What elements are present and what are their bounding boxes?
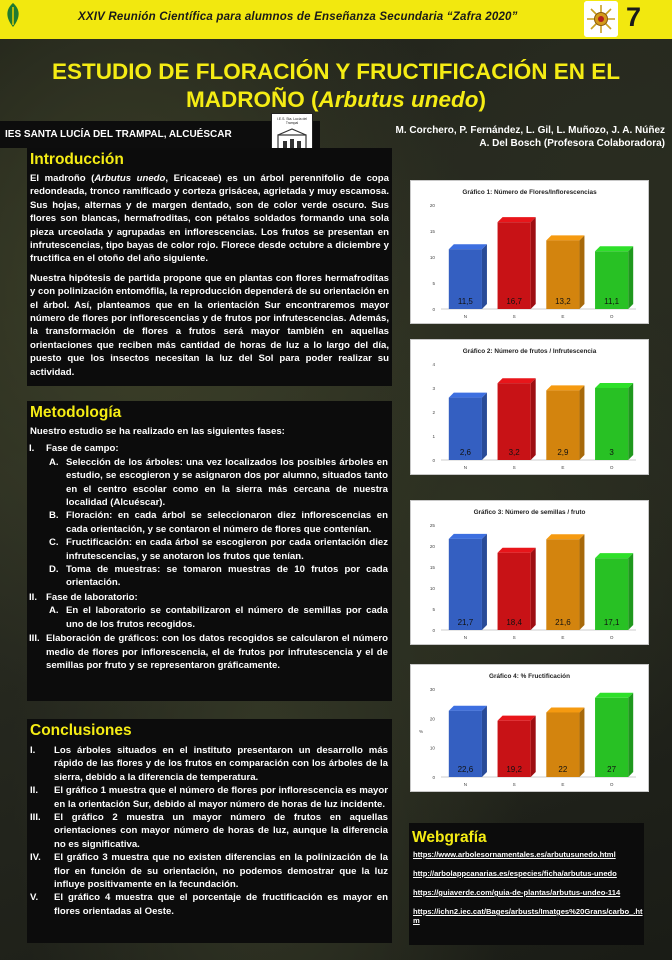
metodologia-intro: Nuestro estudio se ha realizado en las siguientes fases: [30,426,285,437]
bar-top [546,235,584,240]
y-tick-label: 5 [432,607,435,612]
x-tick-label: O [609,314,614,319]
bar-value-label: 22,6 [457,765,474,774]
metodologia-heading: Metodología [30,404,122,421]
phase-step [46,456,388,510]
phase-number: I. [29,443,35,455]
phase-item [27,591,388,631]
bar-value-label: 19,2 [506,765,522,774]
phase-step-letter: A. [49,605,59,617]
chart-2 [410,339,649,475]
y-tick-label: 30 [429,687,435,692]
bar-value-label: 22 [558,765,568,774]
webgrafia-panel [409,823,644,945]
bar-side [579,385,584,460]
phase-number: II. [29,591,37,603]
y-tick-label: 10 [429,745,435,751]
conclusion-text: El gráfico 2 muestra un mayor número de frutos en aquellas orientaciones con mayor número de horas de luz, aunque la diferencia no es significativa. [54,812,388,850]
y-tick-label: 20 [429,716,435,722]
bar-top [595,246,633,251]
bar-top [449,706,487,711]
introduccion-paragraph-1: El madroño (Arbutus unedo, Ericaceae) es un árbol perennifolio de copa redondeada, tronco ramificado y corteza grisácea, agrietada y muy escamosa. Sus hojas, alternas y de margen dentado, son de color verde oscuro. Sus flores son blancas, hermafroditas, con pétalos soldados formando una sola pieza urceolada y agrupadas en inflorescencias. Los frutos se presentan en infrutescencias, tipo bayas de color rojo. Florece desde octubre a diciembre y fructifica en el otoño del año siguiente. [30,173,389,265]
phase-step [46,563,388,590]
school-logo: I.E.S. Sta. Lucía del Trampal [271,113,313,173]
metodologia-panel [27,401,392,701]
phase-step [46,604,388,631]
phase-step-text: Floración: en cada árbol se seleccionaron diez inflorescencias en cada orientación, y se contaron el número de flores que contenían. [66,510,388,535]
authors-line-2: A. Del Bosch (Profesora Colaboradora) [479,138,665,149]
phase-label: Elaboración de gráficos: con los datos recogidos se calcularon el número medio de flores por inflorescencia, el de frutos por infrutescencia y el de semillas por fruto y se representaron gráficamente. [46,633,388,671]
bar-value-label: 3 [609,448,614,457]
bar-side [531,716,536,777]
conclusion-item [27,811,388,851]
phase-body [46,442,388,589]
bar [546,539,579,630]
chart-3 [410,500,649,645]
y-tick-label: 0 [432,775,435,780]
school-name: IES SANTA LUCÍA DEL TRAMPAL, ALCUÉSCAR [5,129,232,140]
y-tick-label: 15 [429,229,435,234]
x-tick-label: N [463,782,468,787]
x-tick-label: O [609,782,614,787]
conclusion-number: IV. [30,852,41,864]
y-tick-label: 20 [429,203,435,208]
x-tick-label: E [561,314,565,319]
bar [449,539,482,630]
bar-value-label: 21,6 [555,618,571,627]
header-banner [0,0,672,39]
conclusion-number: II. [30,785,38,797]
x-tick-label: E [561,635,565,640]
bar-top [498,378,536,383]
introduccion-panel [27,148,392,386]
bar-side [579,235,584,309]
bar-value-label: 13,2 [555,297,571,306]
bar-top [498,217,536,222]
conclusion-number: V. [30,892,39,904]
chart-title: Gráfico 2: Número de frutos / Infrutescencia [462,348,597,355]
sun-logo [584,1,618,37]
webgrafia-link[interactable]: https://guiaverde.com/guia-de-plantas/arbutus-undeo-114 [413,888,621,897]
authors-line-1: M. Corchero, P. Fernández, L. Gil, L. Muñozo, J. A. Núñez [395,125,665,136]
y-tick-label: 0 [432,307,435,312]
bar-top [595,693,633,698]
bar-top [449,244,487,249]
x-tick-label: N [463,314,468,319]
chart-title: Gráfico 1: Número de Flores/Inflorescencias [462,189,597,196]
bar [498,222,531,309]
conclusion-text: El gráfico 3 muestra que no existen diferencias en la polinización de la flor en función de su orientación, no podemos demostrar que la luz influye positivamente en la fecundación. [54,852,388,891]
bar-side [579,534,584,630]
conclusion-number: III. [30,812,41,824]
chart-1 [410,180,649,324]
y-tick-label: 3 [432,386,435,391]
bar-top [546,534,584,539]
chart-4 [410,664,649,792]
x-tick-label: S [512,635,516,640]
y-tick-label: 10 [429,586,435,591]
conclusion-item [27,891,388,918]
webgrafia-link[interactable]: http://arbolappcanarias.es/especies/ficha/arbutus-unedo [413,869,617,878]
introduccion-paragraph-2: Nuestra hipótesis de partida propone que en plantas con flores hermafroditas y con polinización entomófila, la reproducción dependerá de su orientación en el árbol. Así, planteamos que en la orientación Sur encontraremos mayor número de flores por inflorescencias y de frutos por infrutescencias. Además, la transformación de flores a frutos será mayor también en aquellas orientaciones que reciben más cantidad de horas de luz a lo largo del día, puesto que los insectos necesitan la luz del Sol para poder realizar su actividad. [30,272,389,378]
bar-side [482,244,487,309]
bar-side [531,217,536,309]
phase-list [27,442,388,672]
phase-step-letter: D. [49,564,59,576]
webgrafia-link[interactable]: https://www.arbolesornamentales.es/arbutusunedo.html [413,850,616,859]
event-logo-left [2,1,24,29]
bar-value-label: 27 [607,765,617,774]
x-tick-label: S [512,465,516,470]
bar-value-label: 11,1 [604,297,620,306]
bar-value-label: 18,4 [506,618,522,627]
phase-number: III. [29,633,40,645]
phase-step [46,509,388,536]
phase-label: Fase de campo: [46,443,119,455]
phase-item [27,442,388,589]
chart-title: Gráfico 4: % Fructificación [489,673,570,680]
y-tick-label: 0 [432,628,435,633]
bar-top [595,553,633,558]
authors [330,124,665,150]
introduccion-heading: Introducción [30,151,124,168]
phase-step-letter: C. [49,537,59,549]
bar-top [546,707,584,712]
x-tick-label: E [561,782,565,787]
bar-top [498,716,536,721]
x-tick-label: O [609,635,614,640]
bar-side [579,707,584,777]
title-line-2: MADROÑO (Arbutus unedo) [186,87,486,112]
y-tick-label: 4 [432,362,435,367]
bar-top [595,383,633,388]
conclusion-text: El gráfico 4 muestra que el porcentaje de fructificación es mayor en flores orientadas al Oeste. [54,892,388,917]
y-tick-label: 20 [429,544,435,549]
bar-top [498,548,536,553]
x-tick-label: S [512,782,516,787]
bar-side [531,548,536,630]
bar-side [531,378,536,460]
bar-side [628,693,633,777]
conclusion-item [27,851,388,891]
phase-body [46,591,388,631]
bar-value-label: 3,2 [508,448,520,457]
y-tick-label: 0 [432,458,435,463]
y-tick-label: 25 [429,523,435,528]
y-axis-label: % [418,729,424,734]
title-line-1: ESTUDIO DE FLORACIÓN Y FRUCTIFICACIÓN EN EL [52,59,620,84]
x-tick-label: O [609,465,614,470]
phase-item [27,632,388,672]
phase-step-text: Toma de muestras: se tomaron muestras de 10 frutos por cada orientación. [66,564,388,589]
phase-body [46,632,388,672]
x-tick-label: N [463,465,468,470]
webgrafia-links [413,850,644,925]
webgrafia-link[interactable]: https://ichn2.iec.cat/Bages/arbusts/Imatges%20Grans/carbo_.htm [413,907,643,925]
conclusiones-panel [27,719,392,943]
conclusion-number: I. [30,745,36,756]
phase-step-text: Fructificación: en cada árbol se escogieron por cada orientación diez infrutescencias, y se anotaron los frutos que tenían. [66,537,388,562]
banner-title: XXIV Reunión Científica para alumnos de Enseñanza Secundaria “Zafra 2020” [78,11,518,23]
x-tick-label: N [463,635,468,640]
bar-side [628,553,633,630]
bar-top [449,534,487,539]
y-tick-label: 1 [432,434,435,439]
conclusion-item [27,784,388,811]
bar-top [449,393,487,398]
webgrafia-heading: Webgrafía [412,829,487,846]
conclusiones-list [27,744,388,918]
poster-number: 7 [626,2,642,32]
bar-value-label: 11,5 [457,297,473,306]
phase-step-text: Selección de los árboles: una vez localizados los posibles árboles en estudio, se escogieron y se asignaron dos por alumno, situados tanto en el centro escolar como en la sierra más cercana de nuestra localidad (Alcuéscar). [66,456,388,509]
conclusion-text: Los árboles situados en el instituto presentaron un desarrollo más rápido de las flores y de los frutos en comparación con los árboles de la sierra, debido a la diferencia de temperatura. [54,745,388,783]
bar-side [482,534,487,630]
bar-side [482,706,487,777]
bar-top [546,385,584,390]
y-tick-label: 2 [432,410,435,415]
phase-label: Fase de laboratorio: [46,591,138,603]
bar-value-label: 2,6 [459,448,471,457]
poster-title [10,58,662,114]
conclusion-item [27,744,388,784]
phase-step-letter: B. [49,510,59,522]
bar-value-label: 16,7 [506,297,522,306]
bar-value-label: 21,7 [457,618,474,627]
phase-step [46,536,388,563]
y-tick-label: 5 [432,281,435,286]
phase-step-letter: A. [49,456,59,468]
y-tick-label: 15 [429,565,435,570]
bar-side [482,393,487,460]
x-tick-label: E [561,465,565,470]
chart-title: Gráfico 3: Número de semillas / fruto [473,509,586,516]
bar-side [628,246,633,309]
conclusion-text: El gráfico 1 muestra que el número de flores por inflorescencia es mayor en la orientación Sur, debido al mayor número de horas de luz incidente. [54,785,388,810]
y-tick-label: 10 [429,255,435,260]
phase-step-text: En el laboratorio se contabilizaron el número de semillas por cada uno de los frutos recogidos. [66,605,388,630]
bar-value-label: 17,1 [603,618,620,627]
conclusiones-heading: Conclusiones [30,722,132,739]
bar-value-label: 2,9 [557,448,569,457]
x-tick-label: S [512,314,516,319]
bar-side [628,383,633,460]
